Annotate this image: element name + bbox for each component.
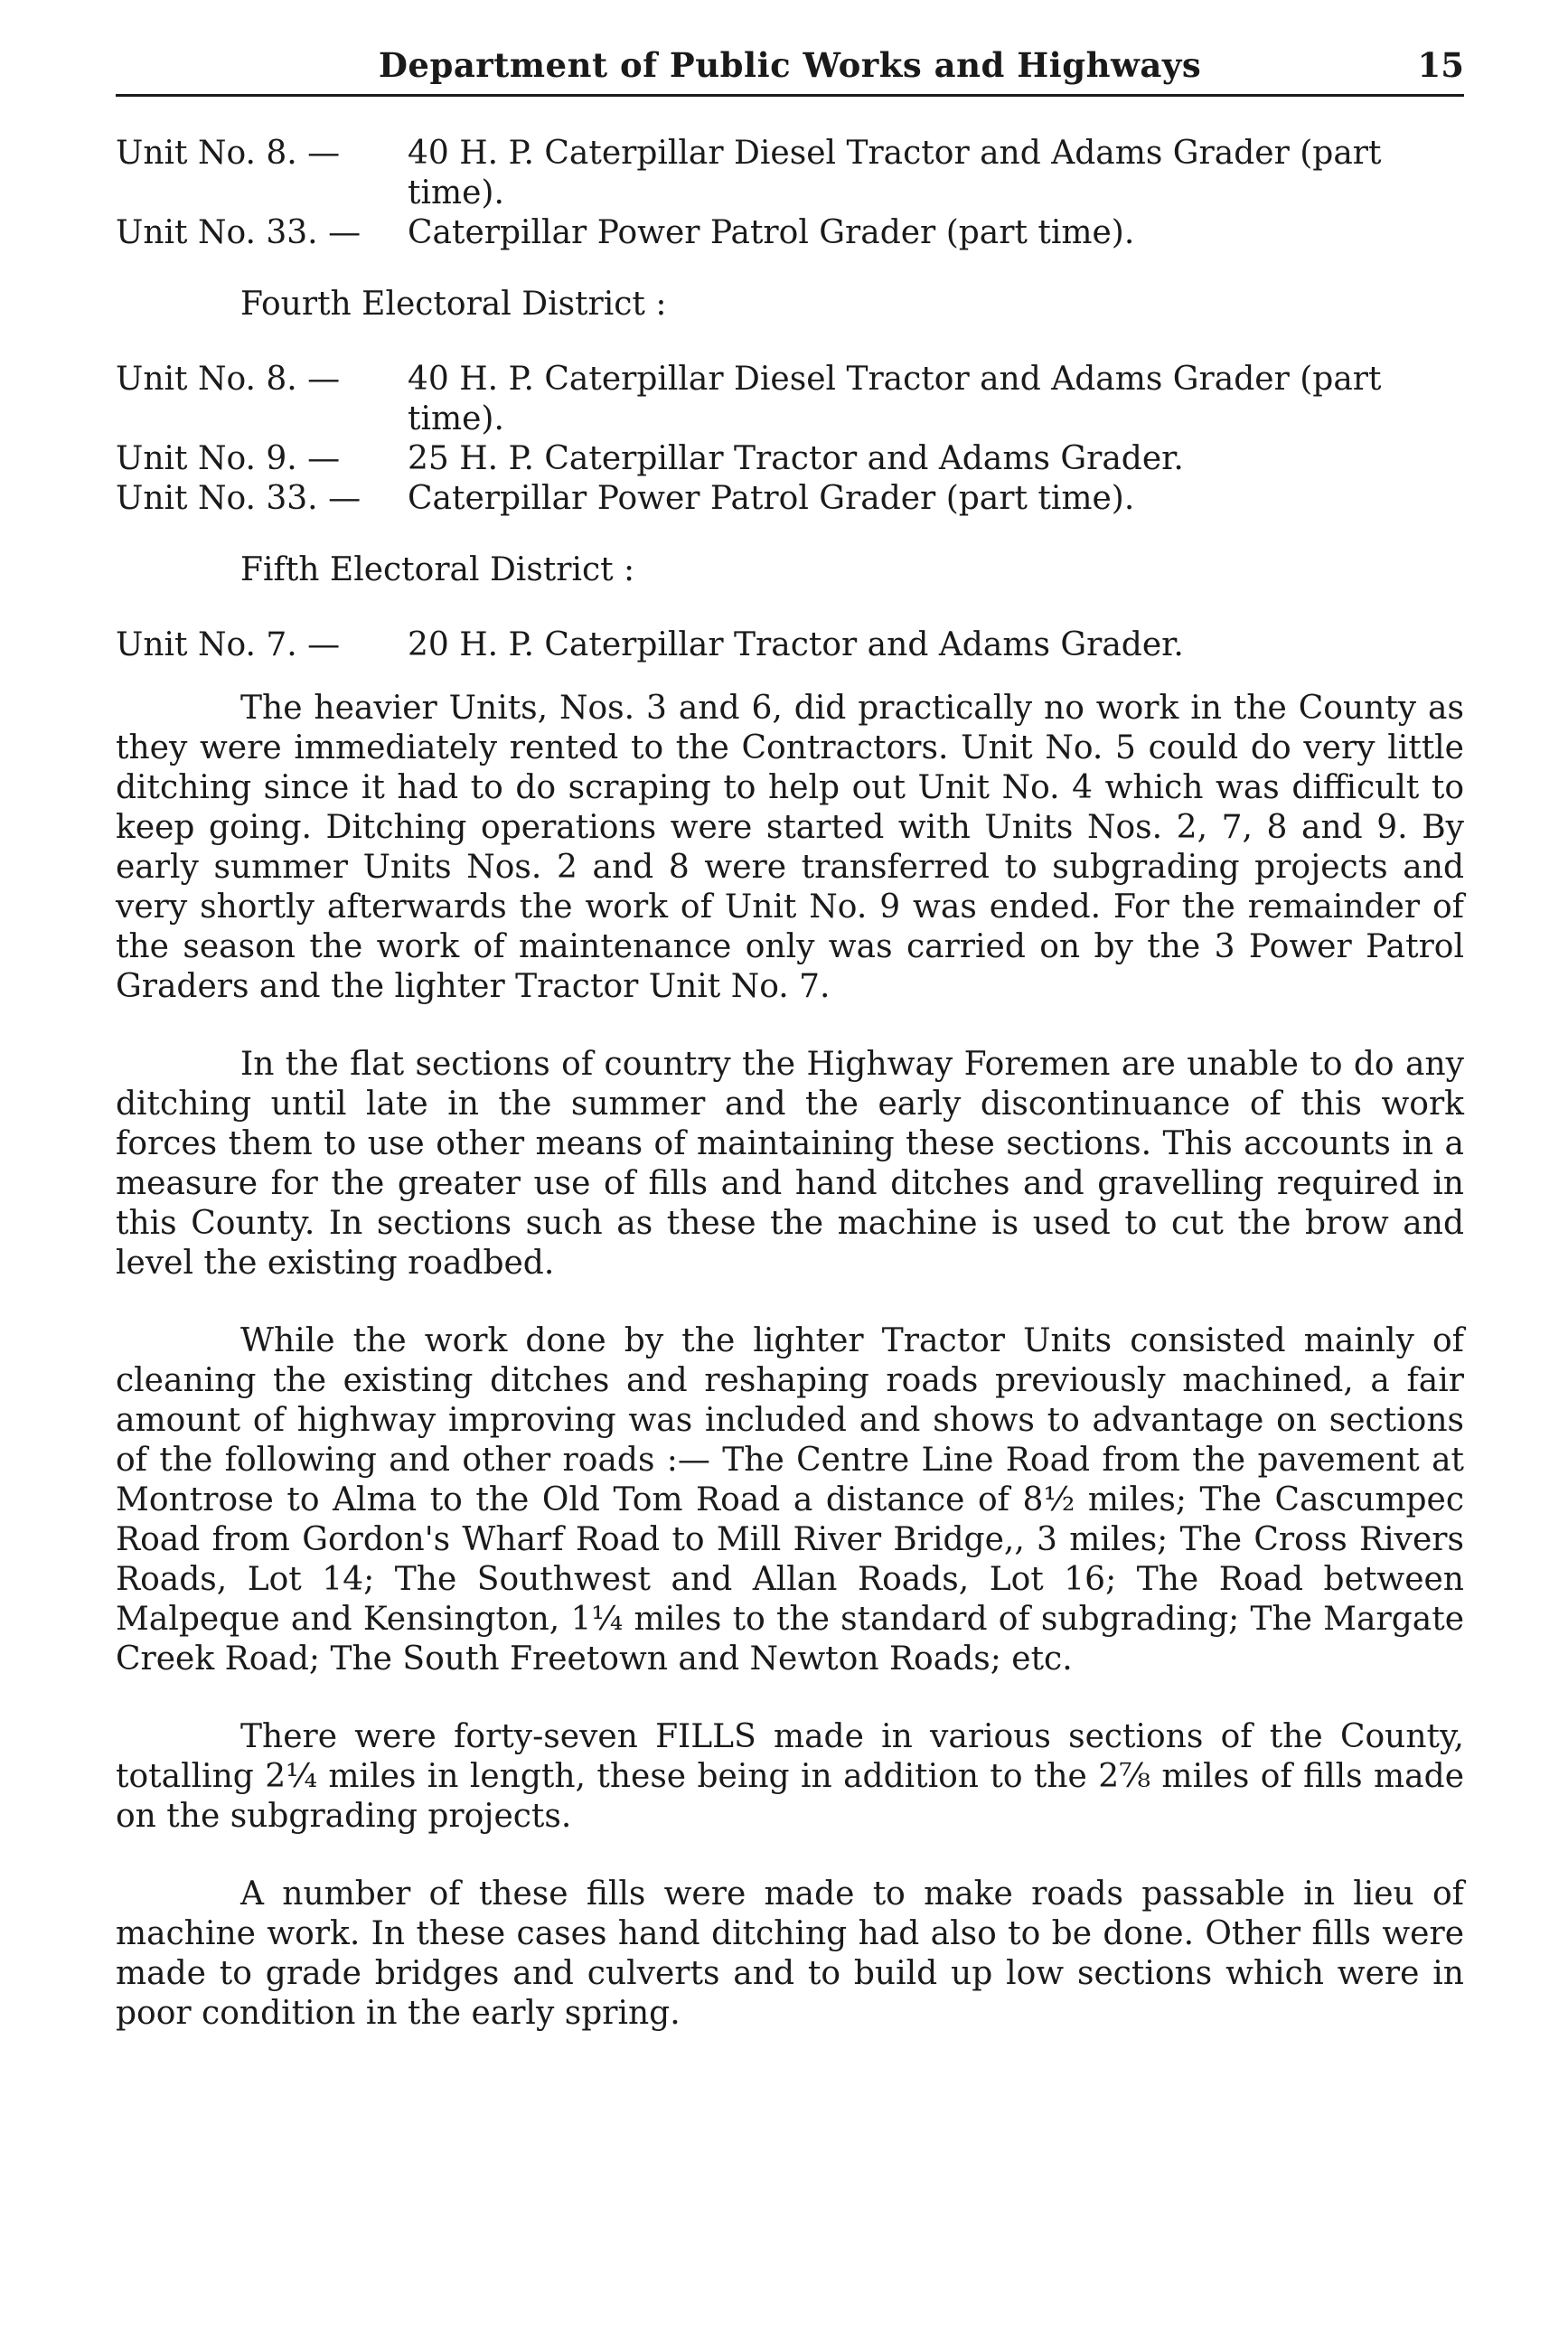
page-body xyxy=(116,134,1464,2034)
body-paragraph: While the work done by the lighter Tractor Units consisted mainly of cleaning the existing ditches and reshaping roads previously machined, a fair amount of highway improving was included and shows to advantage on sections of the following and other roads :— The Centre Line Road from the pavement at Montrose to Alma to the Old Tom Road a distance of 8½ miles; The Cascumpec Road from Gordon's Wharf Road to Mill River Bridge,, 3 miles; The Cross Rivers Roads, Lot 14; The Southwest and Allan Roads, Lot 16; The Road between Malpeque and Kensington, 1¼ miles to the standard of subgrading; The Margate Creek Road; The South Freetown and Newton Roads; etc. xyxy=(116,1322,1464,1678)
district-heading: Fifth Electoral District : xyxy=(240,551,635,588)
unit-entry xyxy=(116,134,1464,213)
unit-label: Unit No. 9. — xyxy=(116,440,341,477)
body-paragraph: The heavier Units, Nos. 3 and 6, did practically no work in the County as they were immediately rented to the Contractors. Unit No. 5 could do very little ditching since it had to do scraping to help out Unit No. 4 which was difficult to keep going. Ditching operations were started with Units Nos. 2, 7, 8 and 9. By early summer Units Nos. 2 and 8 were transferred to subgrading projects and very shortly afterwards the work of Unit No. 9 was ended. For the remainder of the season the work of maintenance only was carried on by the 3 Power Patrol Graders and the lighter Tractor Unit No. 7. xyxy=(116,690,1464,1005)
unit-description: 40 H. P. Caterpillar Diesel Tractor and Adams Grader (part time). xyxy=(408,135,1382,212)
unit-entry xyxy=(116,360,1464,439)
page-number: 15 xyxy=(1417,45,1464,85)
running-header xyxy=(116,40,1464,97)
district-heading: Fourth Electoral District : xyxy=(240,286,667,323)
unit-entry xyxy=(116,479,1464,519)
body-paragraph: There were forty-seven FILLS made in various sections of the County, totalling 2¼ miles in length, these being in addition to the 2⅞ miles of fills made on the subgrading projects. xyxy=(116,1718,1464,1835)
unit-description: Caterpillar Power Patrol Grader (part time). xyxy=(408,214,1135,251)
unit-label: Unit No. 33. — xyxy=(116,214,361,251)
unit-label: Unit No. 33. — xyxy=(116,480,361,517)
unit-description: 40 H. P. Caterpillar Diesel Tractor and Adams Grader (part time). xyxy=(408,361,1382,437)
body-paragraph: In the flat sections of country the Highway Foremen are unable to do any ditching until late in the summer and the early discontinuance of this work forces them to use other means of maintaining these sections. This accounts in a measure for the greater use of fills and hand ditches and gravelling required in this County. In sections such as these the machine is used to cut the brow and level the existing roadbed. xyxy=(116,1046,1464,1282)
unit-description: 25 H. P. Caterpillar Tractor and Adams Grader. xyxy=(408,440,1184,477)
body-paragraph: A number of these fills were made to make roads passable in lieu of machine work. In these cases hand ditching had also to be done. Other fills were made to grade bridges and culverts and to build up low sections which were in poor condition in the early spring. xyxy=(116,1875,1464,2032)
unit-entry xyxy=(116,625,1464,665)
unit-description: 20 H. P. Caterpillar Tractor and Adams Grader. xyxy=(408,626,1184,663)
unit-entry xyxy=(116,439,1464,479)
unit-description: Caterpillar Power Patrol Grader (part time). xyxy=(408,480,1135,517)
unit-entry xyxy=(116,213,1464,253)
unit-label: Unit No. 8. — xyxy=(116,135,341,172)
unit-label: Unit No. 7. — xyxy=(116,626,341,663)
unit-label: Unit No. 8. — xyxy=(116,361,341,398)
header-title: Department of Public Works and Highways xyxy=(378,45,1202,85)
